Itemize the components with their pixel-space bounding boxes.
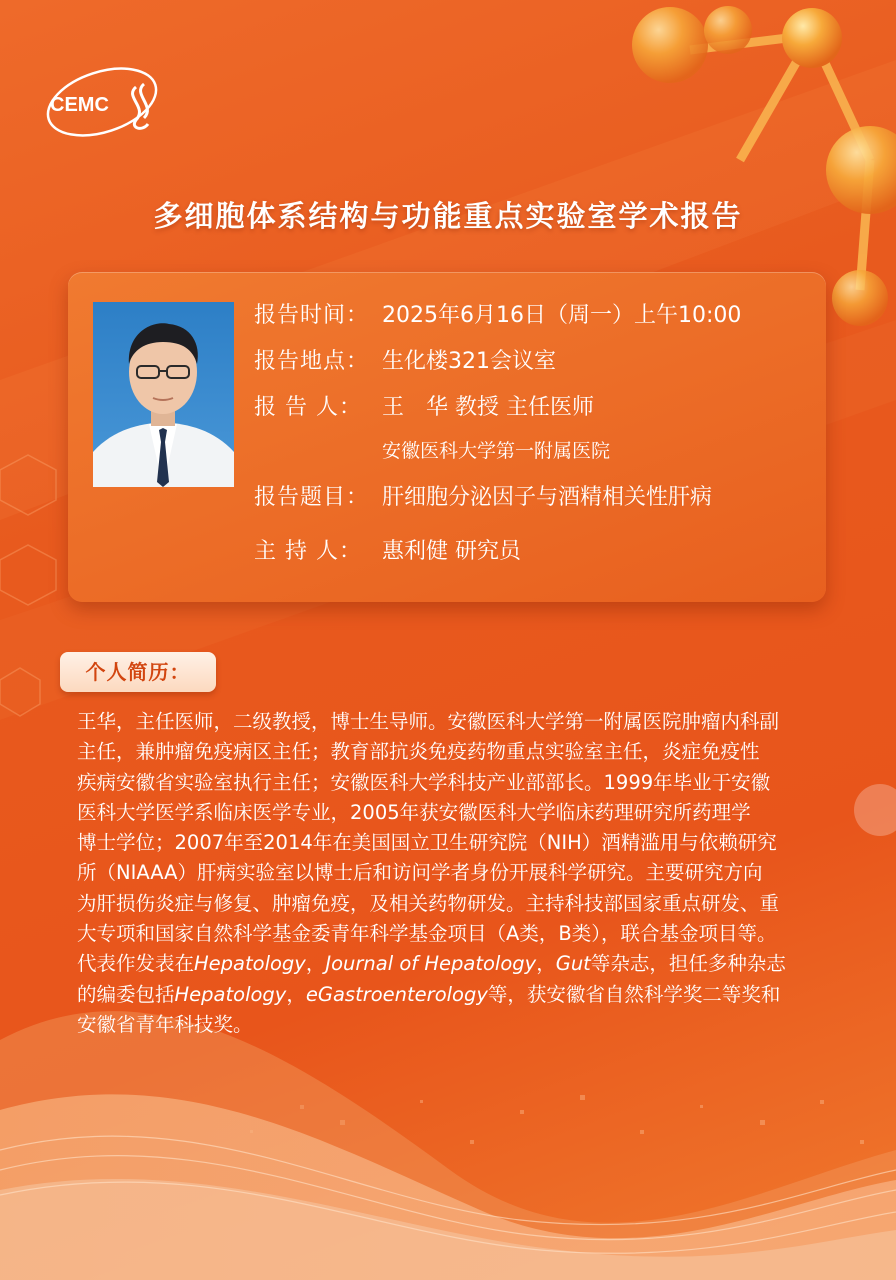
place-value: 生化楼321会议室 (382, 349, 556, 374)
speaker-photo (93, 302, 234, 487)
info-row-time (254, 298, 741, 329)
info-row-speaker (254, 390, 594, 421)
journal-hepatology: Hepatology (174, 982, 287, 1006)
host-value: 惠利健 研究员 (382, 539, 521, 564)
bio-line: 疾病安徽省实验室执行主任；安徽医科大学科技产业部部长。1999年毕业于安徽 (77, 770, 771, 794)
host-label: 主 持 人： (254, 539, 362, 564)
journal-gut: Gut (555, 952, 591, 976)
info-row-place (254, 344, 556, 375)
bio-line: 所（NIAAA）肝病实验室以博士后和访问学者身份开展科学研究。主要研究方向 (77, 861, 763, 885)
time-value: 2025年6月16日（周一）上午10:00 (382, 303, 742, 328)
place-label: 报告地点： (254, 349, 370, 374)
bio-line: 王华，主任医师，二级教授，博士生导师。安徽医科大学第一附属医院肿瘤内科副 (77, 710, 780, 733)
info-row-affiliation (382, 436, 610, 463)
bio-line: 主任，兼肿瘤免疫病区主任；教育部抗炎免疫药物重点实验室主任，炎症免疫性 (77, 740, 760, 764)
bio-line: 医科大学医学系临床医学专业，2005年获安徽医科大学临床药理研究所药理学 (77, 800, 751, 824)
bio-line-journals: 代表作发表在Hepatology，Journal of Hepatology，Gut等杂志，担任多种杂志 (77, 952, 786, 976)
page-title: 多细胞体系结构与功能重点实验室学术报告 (153, 199, 743, 233)
bio-heading: 个人简历： (60, 652, 216, 692)
journal-hepatology: Hepatology (194, 952, 306, 976)
journal-egastroenterology: eGastroenterology (305, 982, 488, 1006)
molecule-graphic (690, 35, 870, 290)
bio-line-editorial: 的编委包括Hepatology，eGastroenterology等，获安徽省自然科学奖二等奖和 (77, 982, 781, 1006)
speaker-affiliation: 安徽医科大学第一附属医院 (382, 440, 611, 462)
bio-text (77, 707, 837, 1040)
bio-line: 安徽省青年科技奖。 (77, 1012, 253, 1036)
speaker-label: 报 告 人： (254, 395, 362, 420)
bio-line: 博士学位；2007年至2014年在美国国立卫生研究院（NIH）酒精滥用与依赖研究 (77, 831, 777, 855)
cemc-logo (44, 62, 164, 152)
info-panel (68, 272, 826, 602)
topic-label: 报告题目： (254, 485, 370, 510)
journal-journal-of-hepatology: Journal of Hepatology (325, 952, 537, 976)
info-row-topic (254, 480, 712, 511)
info-row-host (254, 534, 521, 565)
time-label: 报告时间： (254, 303, 370, 328)
bio-line: 为肝损伤炎症与修复、肿瘤免疫，及相关药物研发。主持科技部国家重点研发、重 (77, 891, 780, 915)
topic-value: 肝细胞分泌因子与酒精相关性肝病 (382, 485, 713, 510)
svg-text:CEMC: CEMC (50, 94, 109, 116)
speaker-value: 王 华 教授 主任医师 (382, 395, 594, 420)
bio-line: 大专项和国家自然科学基金委青年科学基金项目（A类，B类），联合基金项目等。 (77, 922, 777, 946)
